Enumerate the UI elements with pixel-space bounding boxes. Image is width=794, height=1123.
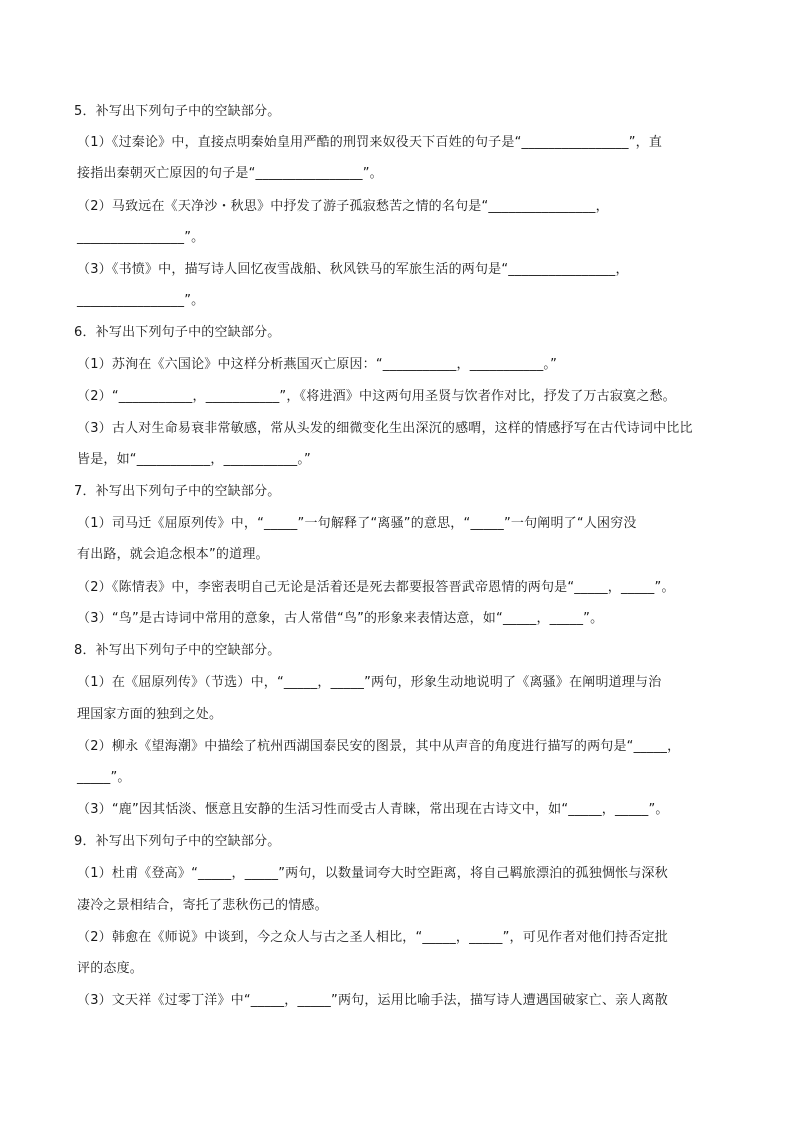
question-7-item-2: （2）《陈情表》中，李密表明自己无论是活着还是死去都要报答晋武帝恩情的两句是“_____，_____”。 bbox=[77, 580, 675, 595]
question-9-item-1: （1）杜甫《登高》“_____，_____”两句，以数量词夸大时空距离，将自己羁旅漂泊的孤独惆怅与深秋 bbox=[77, 866, 668, 881]
question-8-item-1-cont: 理国家方面的独到之处。 bbox=[77, 707, 223, 722]
question-5-title: 5．补写出下列句子中的空缺部分。 bbox=[74, 104, 281, 119]
question-6-item-3-cont: 皆是，如“___________，___________。” bbox=[77, 452, 311, 467]
question-7-item-1: （1）司马迁《屈原列传》中，“_____”一句解释了“离骚”的意思，“_____”一句阐明了“人困穷没 bbox=[77, 516, 637, 531]
question-6-item-1: （1）苏洵在《六国论》中这样分析燕国灭亡原因：“___________，___________。” bbox=[77, 357, 558, 372]
question-8-item-2: （2）柳永《望海潮》中描绘了杭州西湖国泰民安的图景，其中从声音的角度进行描写的两句是“_____， bbox=[77, 739, 681, 754]
question-8-item-1: （1）在《屈原列传》（节选）中，“_____，_____”两句，形象生动地说明了《离骚》在阐明道理与治 bbox=[77, 675, 662, 690]
question-5-item-1: （1）《过秦论》中，直接点明秦始皇用严酷的刑罚来奴役天下百姓的句子是“________________”，直 bbox=[77, 135, 663, 150]
question-9-title: 9．补写出下列句子中的空缺部分。 bbox=[74, 834, 281, 849]
question-7-title: 7．补写出下列句子中的空缺部分。 bbox=[74, 484, 281, 499]
question-9-item-2-cont: 评的态度。 bbox=[77, 961, 144, 976]
question-9-item-1-cont: 凄冷之景相结合，寄托了悲秋伤己的情感。 bbox=[77, 898, 328, 913]
question-6-item-2: （2）“___________，___________”，《将进酒》中这两句用圣贤与饮者作对比，抒发了万古寂寞之愁。 bbox=[77, 389, 676, 404]
question-7-item-3: （3）“鸟”是古诗词中常用的意象，古人常借“鸟”的形象来表情达意，如“_____，_____”。 bbox=[77, 611, 604, 626]
question-9-item-2: （2）韩愈在《师说》中谈到，今之众人与古之圣人相比，“_____，_____”，可见作者对他们持否定批 bbox=[77, 930, 668, 945]
question-5-item-2: （2）马致远在《天净沙・秋思》中抒发了游子孤寂愁苦之情的名句是“________________， bbox=[77, 199, 609, 214]
question-6-title: 6．补写出下列句子中的空缺部分。 bbox=[74, 325, 281, 340]
question-5-item-1-cont: 接指出秦朝灭亡原因的句子是“________________”。 bbox=[77, 166, 383, 181]
question-8-item-3: （3）“鹿”因其恬淡、惬意且安静的生活习性而受古人青睐，常出现在古诗文中，如“_____，_____”。 bbox=[77, 802, 669, 817]
question-7-item-1-cont: 有出路，就会追念根本”的道理。 bbox=[77, 547, 269, 562]
question-6-item-3: （3）古人对生命易衰非常敏感，常从头发的细微变化生出深沉的感喟，这样的情感抒写在古代诗词中比比 bbox=[77, 421, 693, 436]
question-5-item-3: （3）《书愤》中，描写诗人回忆夜雪战船、秋风铁马的军旅生活的两句是“________________， bbox=[77, 262, 629, 277]
question-8-title: 8．补写出下列句子中的空缺部分。 bbox=[74, 643, 281, 658]
question-8-item-2-cont: _____”。 bbox=[77, 770, 131, 785]
question-5-item-2-cont: ________________”。 bbox=[77, 230, 205, 245]
question-5-item-3-cont: ________________”。 bbox=[77, 293, 205, 308]
question-9-item-3: （3）文天祥《过零丁洋》中“_____，_____”两句，运用比喻手法，描写诗人遭遇国破家亡、亲人离散 bbox=[77, 993, 668, 1008]
